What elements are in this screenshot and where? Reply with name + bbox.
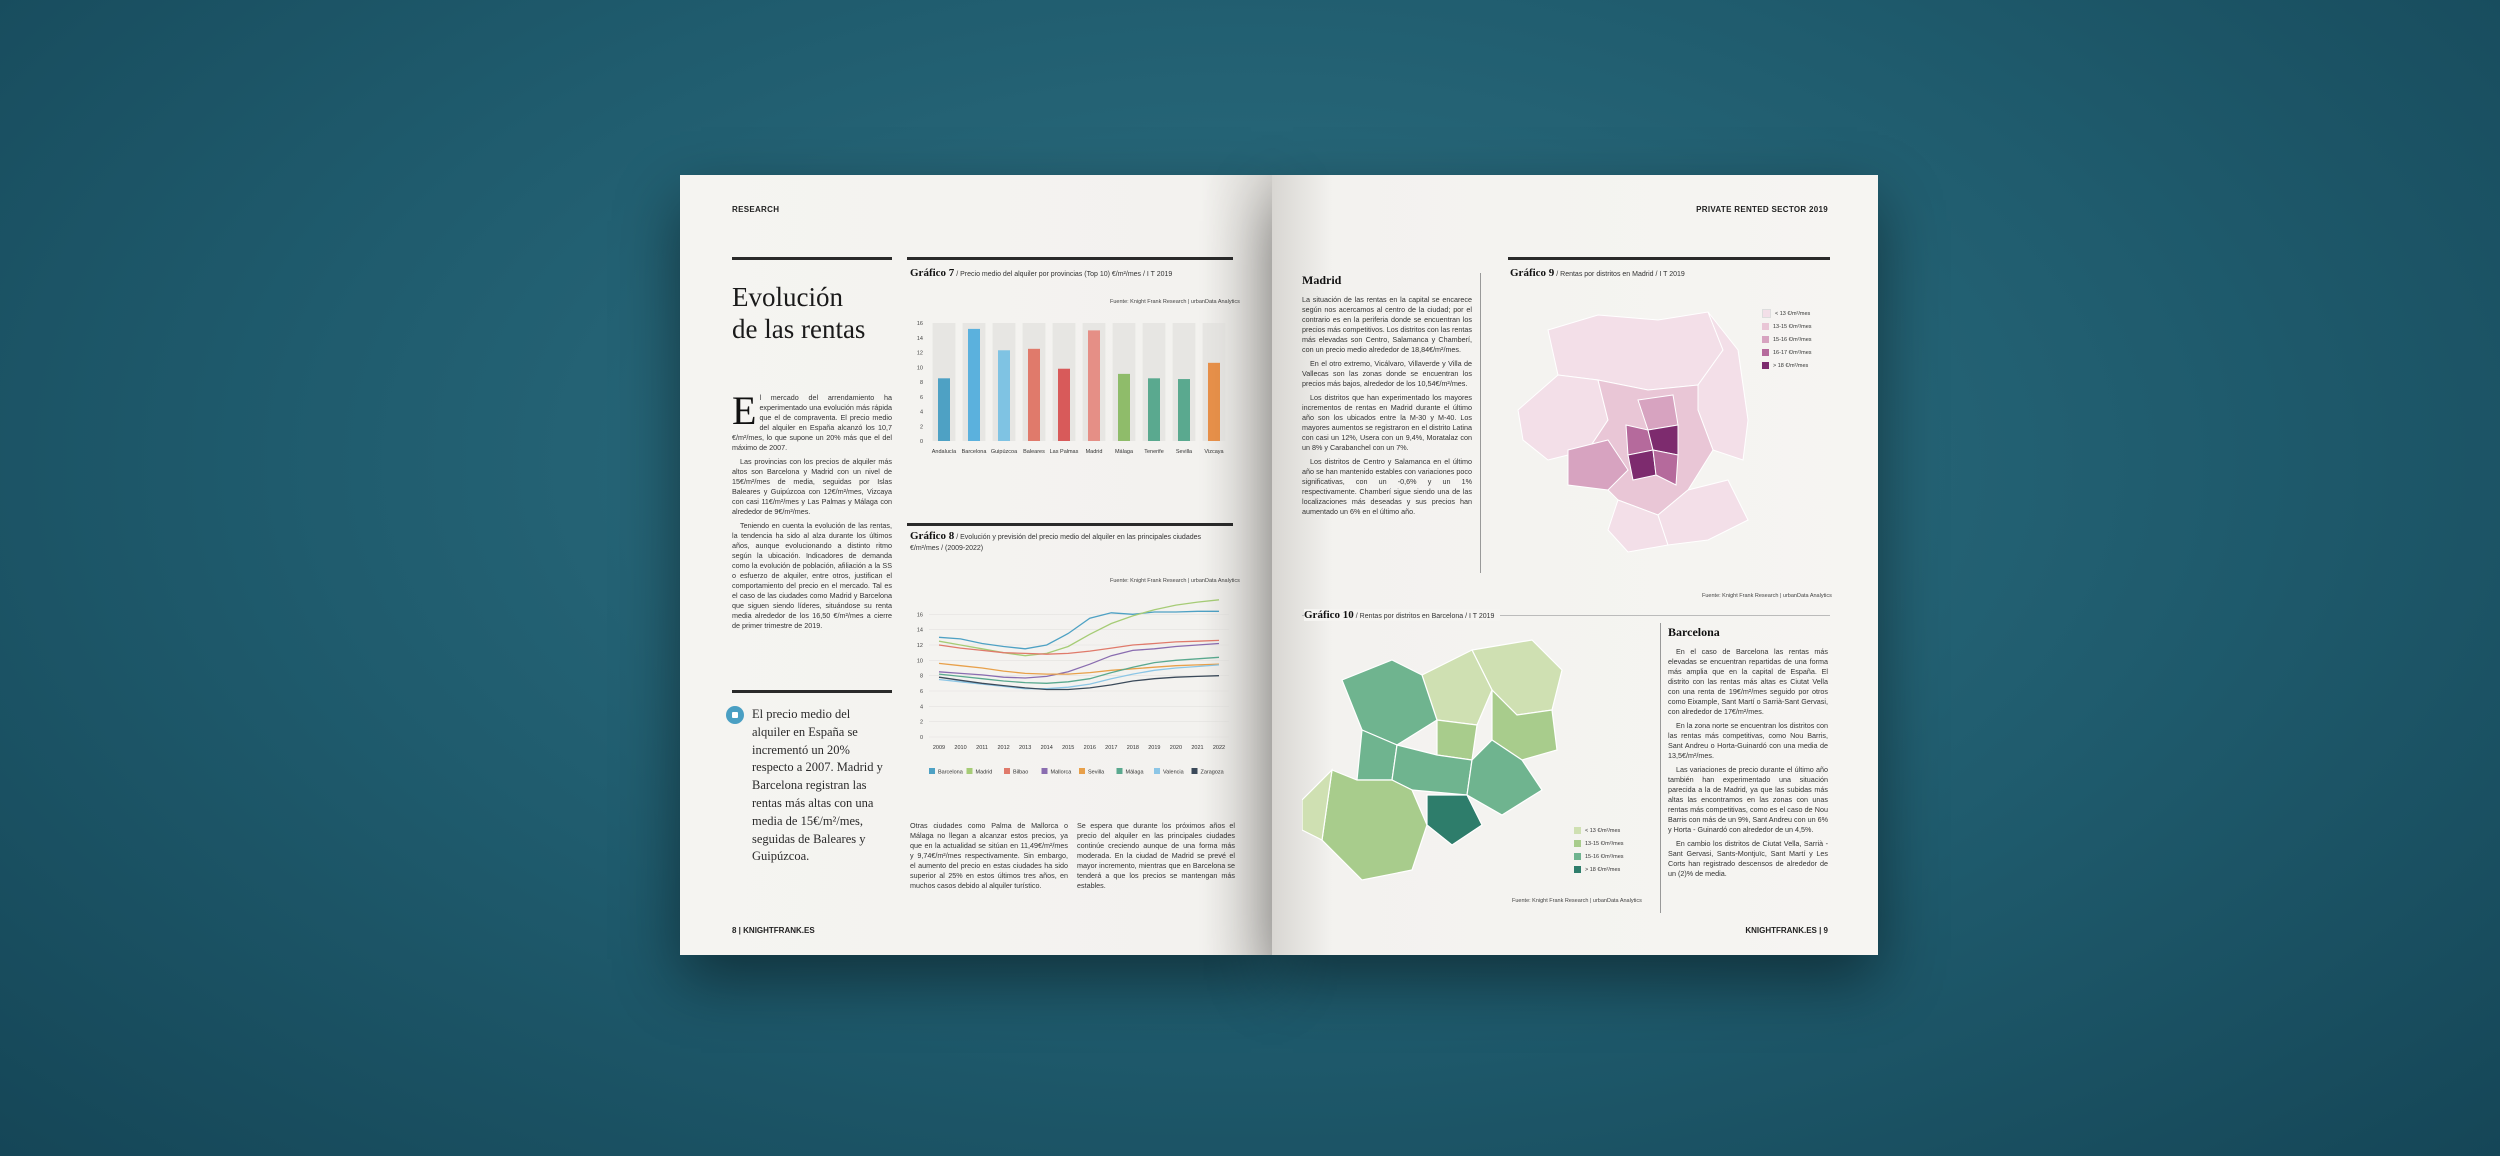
graf8-x-tick-label: 2010 <box>954 745 967 751</box>
graf8-series-line-zaragoza <box>939 676 1219 690</box>
graf7-x-tick-label: Barcelona <box>961 449 987 455</box>
graf7-x-tick-label: Andalucía <box>931 449 957 455</box>
graf8-y-tick-label: 0 <box>919 735 923 741</box>
barcelona-paragraph-4: En cambio los distritos de Ciutat Vella, Sarrià - Sant Gervasi, Sants-Montjuïc, Sant Martí y Les Corts han registrado descensos de alrededor de un (2)% de media. <box>1668 839 1828 878</box>
graf7-bar <box>1148 378 1160 441</box>
madrid-paragraph-4: Los distritos de Centro y Salamanca en el último año se han mantenido estables con variaciones poco significativas, con un -0,6% y un 1% respectivamente. Chamberí sigue siendo una de las localizaciones más deseadas y sus precios han aumentado un 6% en el último año. <box>1302 457 1472 516</box>
graf10-number: Gráfico 10 <box>1304 609 1354 621</box>
graf8-y-tick-label: 12 <box>916 643 923 649</box>
graf8-legend-label: Valencia <box>1163 769 1184 776</box>
graf9-title <box>1510 267 1685 279</box>
graf10-legend-swatch <box>1574 866 1581 873</box>
graf8-legend-label: Zaragoza <box>1200 769 1224 776</box>
madrid-divider <box>1480 273 1481 573</box>
madrid-heading: Madrid <box>1302 273 1342 287</box>
graf10-legend <box>1574 825 1624 877</box>
graf10-legend-swatch <box>1574 840 1581 847</box>
graf8-series-line-bilbao <box>939 640 1219 654</box>
graf7-number: Gráfico 7 <box>910 267 955 279</box>
graf8-legend-label: Madrid <box>975 769 993 776</box>
graf10-legend-item: < 13 €/m²/mes <box>1574 825 1624 838</box>
graf10-legend-item: > 18 €/m²/mes <box>1574 864 1624 877</box>
graf8-x-tick-label: 2016 <box>1083 745 1096 751</box>
graf7-bar <box>1058 369 1070 441</box>
graf8-rule <box>907 523 1233 526</box>
graf8-x-tick-label: 2009 <box>932 745 946 751</box>
graf8-series-line-madrid <box>939 600 1219 656</box>
graf8-y-tick-label: 10 <box>916 658 923 665</box>
graf7-bar <box>938 378 950 441</box>
graf9-legend-item: < 13 €/m²/mes <box>1762 308 1812 321</box>
graf8-x-tick-label: 2013 <box>1019 745 1032 751</box>
graf9-legend-item: > 18 €/m²/mes <box>1762 360 1812 373</box>
graf8-legend-swatch <box>1192 768 1198 774</box>
graf8-x-tick-label: 2018 <box>1126 745 1139 751</box>
graf8-x-tick-label: 2012 <box>997 745 1010 751</box>
graf8-col2-text: Se espera que durante los próximos años el precio del alquiler en las principales ciudades continúe creciendo aunque de una forma más moderada. En la ciudad de Madrid se prevé el mayor incremento, mientras que en Barcelona se tenderá a que los precios se mantengan más estables. <box>1077 821 1235 890</box>
graf7-y-tick-label: 14 <box>916 335 923 342</box>
graf9-legend-swatch <box>1762 362 1769 369</box>
graf8-source: Fuente: Knight Frank Research | urbanData Analytics <box>1110 578 1240 584</box>
graf8-legend-swatch <box>967 768 973 774</box>
graf9-legend <box>1762 308 1812 373</box>
graf7-y-tick-label: 4 <box>919 409 923 416</box>
paragraph-3: Teniendo en cuenta la evolución de las rentas, la tendencia ha sido al alza durante los últimos años, aunque evolucionando a distinto ritmo según la ubicación. Indicadores de demanda como la evolución de población, afiliación a la SS o esfuerzo de alquiler, entre otros, justifican el comportamiento del precio en el mercado. Tal es el caso de las ciudades como Madrid y Barcelona que siguen siendo líderes, situándose su renta media alrededor de los 16,50 €/m²/mes a cierre de primer trimestre de 2019. <box>732 521 892 630</box>
graf9-legend-swatch <box>1762 309 1771 318</box>
graf8-legend-swatch <box>929 768 935 774</box>
graf8-y-tick-label: 16 <box>916 612 923 619</box>
graf7-bar <box>1088 330 1100 441</box>
graf7-x-tick-label: Las Palmas <box>1049 449 1079 455</box>
title-line-1: Evolución <box>732 282 843 312</box>
intro-paragraph: l mercado del arrendamiento ha experimentado una evolución más rápida que el de compraventa. El precio medio del alquiler en España alcanzó los 10,7 €/m²/mes, lo que supone un 20% más que el del máximo de 2007. <box>732 393 892 452</box>
madrid-paragraph-3: Los distritos que han experimentado los mayores incrementos de rentas en Madrid durante el último año son los ubicados entre la M-30 y M-40. Los mayores aumentos se registraron en el distrito Latina con casi un 12%, Usera con un 9,4%, Moratalaz con un 8% y Carabanchel con un 7%. <box>1302 393 1472 452</box>
graf7-y-tick-label: 16 <box>916 321 923 327</box>
graf7-bar <box>998 350 1010 441</box>
graf7-y-tick-label: 6 <box>919 394 923 401</box>
graf7-y-tick-label: 0 <box>919 439 923 445</box>
graf10-title <box>1304 609 1500 621</box>
graf8-y-tick-label: 4 <box>919 704 923 711</box>
paragraph-2: Las provincias con los precios de alquiler más altos son Barcelona y Madrid con un nivel de 15€/m²/mes de media, seguidas por Islas Baleares y Guipúzcoa con 12€/m²/mes, Vizcaya con casi 11€/m²/mes y Las Palmas y Málaga con alrededor de 9€/m²/mes. <box>732 457 892 516</box>
graf8-x-tick-label: 2022 <box>1212 745 1226 751</box>
graf8-x-tick-label: 2021 <box>1191 745 1204 751</box>
graf7-y-tick-label: 10 <box>916 365 923 372</box>
graf8-series-line-málaga <box>939 657 1219 683</box>
graf9-legend-item: 13-15 €/m²/mes <box>1762 321 1812 334</box>
graf7-x-tick-label: Vizcaya <box>1204 449 1224 455</box>
madrid-text <box>1302 295 1472 521</box>
barcelona-paragraph-2: En la zona norte se encuentran los distritos con las rentas más competitivas, como Nou Barris, Sant Andreu o Horta-Guinardó con una media de 13,5€/m²/mes. <box>1668 721 1828 760</box>
running-head-left: RESEARCH <box>732 205 780 214</box>
right-page <box>1272 175 1878 955</box>
running-head-right: PRIVATE RENTED SECTOR 2019 <box>1696 205 1828 214</box>
graf8-y-tick-label: 6 <box>919 689 923 695</box>
graf8-x-tick-label: 2020 <box>1169 745 1183 751</box>
graf8-title <box>910 531 1230 554</box>
bcn-district-ciutat-vella <box>1427 795 1482 845</box>
bcn-district-sarria <box>1342 660 1437 745</box>
graf7-x-tick-label: Guipúzcoa <box>990 449 1018 455</box>
graf8-legend-label: Mallorca <box>1050 769 1072 776</box>
graf7-x-tick-label: Baleares <box>1023 449 1045 455</box>
graf7-title <box>910 267 1230 279</box>
graf9-number: Gráfico 9 <box>1510 267 1555 279</box>
barcelona-district-map <box>1302 630 1592 890</box>
graf8-y-tick-label: 14 <box>916 627 923 634</box>
graf7-x-tick-label: Tenerife <box>1144 449 1164 455</box>
madrid-district-centro <box>1628 450 1656 480</box>
graf7-bar-chart <box>907 313 1237 463</box>
graf7-x-tick-label: Madrid <box>1085 449 1103 455</box>
graf7-y-tick-label: 2 <box>919 424 923 431</box>
graf8-subtitle: / Evolución y previsión del precio medio del alquiler en las principales ciudades €/m²/mes / (2009-2022) <box>910 534 1201 552</box>
barcelona-paragraph-1: En el caso de Barcelona las rentas más elevadas se encuentran repartidas de una forma más amplia que en la capital de España. El distrito con las rentas más altas es Ciutat Vella con una renta de 19€/m²/mes seguido por otros como Eixample, Sant Martí o Sarrià-Sant Gervasi, con alrededor de 17€/m²/mes. <box>1668 647 1828 716</box>
quote-bullet-icon <box>726 706 744 724</box>
footer-right: KNIGHTFRANK.ES | 9 <box>1745 926 1828 935</box>
left-page <box>680 175 1272 955</box>
graf8-y-tick-label: 2 <box>919 719 923 726</box>
graf8-series-line-sevilla <box>939 663 1219 674</box>
graf9-subtitle: / Rentas por distritos en Madrid / I T 2019 <box>1556 271 1685 278</box>
graf8-x-tick-label: 2017 <box>1105 745 1118 751</box>
barcelona-paragraph-3: Las variaciones de precio durante el último año también han experimentado una situación parecida a la de Madrid, ya que las subidas más altas las encontramos en las zonas con unas rentas más competitivas, como es el caso de Nou Barris con más de un 9%, Sant Andreu con un 6% y Horta - Guinardó con alrededor de un 4,5%. <box>1668 765 1828 834</box>
graf10-legend-item: 15-16 €/m²/mes <box>1574 851 1624 864</box>
graf8-x-tick-label: 2011 <box>976 745 988 751</box>
graf10-legend-item: 13-15 €/m²/mes <box>1574 838 1624 851</box>
graf9-legend-swatch <box>1762 323 1769 330</box>
graf9-source: Fuente: Knight Frank Research | urbanData Analytics <box>1702 593 1832 599</box>
graf9-rule <box>1508 257 1830 260</box>
intro-text <box>732 388 892 635</box>
barcelona-text <box>1668 647 1828 883</box>
graf8-legend-label: Barcelona <box>938 769 963 776</box>
quote-rule <box>732 690 892 693</box>
graf7-bar <box>1028 349 1040 441</box>
graf8-legend-label: Málaga <box>1125 769 1144 776</box>
graf10-legend-swatch <box>1574 853 1581 860</box>
graf7-x-tick-label: Sevilla <box>1175 449 1193 455</box>
graf8-legend-label: Sevilla <box>1088 769 1105 776</box>
madrid-paragraph-1: La situación de las rentas en la capital se encarece según nos acercamos al centro de la ciudad; por el contrario es en la periferia donde se encuentran los precios más competitivos. Los distritos con las rentas más elevadas son Centro, Salamanca y Chamberí, con un precio medio alrededor de 18,84€/m²/mes. <box>1302 295 1472 354</box>
graf7-source: Fuente: Knight Frank Research | urbanData Analytics <box>1110 299 1240 305</box>
graf8-legend-swatch <box>1117 768 1123 774</box>
graf8-number: Gráfico 8 <box>910 530 955 542</box>
title-rule <box>732 257 892 260</box>
graf7-y-tick-label: 12 <box>916 350 923 357</box>
dropcap: E <box>732 388 757 433</box>
graf10-subtitle: / Rentas por distritos en Barcelona / I T 2019 <box>1355 613 1495 620</box>
graf8-legend-swatch <box>1079 768 1085 774</box>
graf7-bar <box>1178 379 1190 441</box>
graf9-legend-swatch <box>1762 336 1769 343</box>
bcn-district-gracia <box>1437 720 1477 760</box>
graf7-y-tick-label: 8 <box>919 380 923 386</box>
graf8-series-line-barcelona <box>939 611 1219 649</box>
pull-quote: El precio medio del alquiler en España se incrementó un 20% respecto a 2007. Madrid y Barcelona registran las rentas más altas con una media de 15€/m²/mes, seguidas de Baleares y Guipúzcoa. <box>752 707 883 864</box>
graf7-bar <box>968 329 980 441</box>
graf8-x-tick-label: 2019 <box>1148 745 1161 751</box>
graf8-x-tick-label: 2015 <box>1062 745 1075 751</box>
barcelona-divider <box>1660 623 1661 913</box>
barcelona-heading: Barcelona <box>1668 625 1720 639</box>
graf7-rule <box>907 257 1233 260</box>
graf10-source: Fuente: Knight Frank Research | urbanData Analytics <box>1512 898 1642 904</box>
graf8-legend-swatch <box>1042 768 1048 774</box>
footer-left: 8 | KNIGHTFRANK.ES <box>732 926 815 935</box>
article-title <box>732 281 902 345</box>
graf10-legend-swatch <box>1574 827 1581 834</box>
graf8-legend-swatch <box>1004 768 1010 774</box>
graf8-legend-swatch <box>1154 768 1160 774</box>
graf7-subtitle: / Precio medio del alquiler por provincias (Top 10) €/m²/mes / I T 2019 <box>956 271 1173 278</box>
graf8-legend-label: Bilbao <box>1013 769 1029 776</box>
madrid-paragraph-2: En el otro extremo, Vicálvaro, Villaverde y Villa de Vallecas son las zonas donde se encuentran los precios más bajos, alrededor de los 10,54€/m²/mes. <box>1302 359 1472 388</box>
title-line-2: de las rentas <box>732 314 866 344</box>
graf8-line-chart <box>907 587 1237 787</box>
graf7-x-tick-label: Málaga <box>1114 449 1134 455</box>
graf9-legend-item: 16-17 €/m²/mes <box>1762 347 1812 360</box>
graf7-bar <box>1208 363 1220 441</box>
graf7-bar <box>1118 374 1130 441</box>
graf9-legend-item: 15-16 €/m²/mes <box>1762 334 1812 347</box>
graf8-x-tick-label: 2014 <box>1040 745 1053 751</box>
graf9-legend-swatch <box>1762 349 1769 356</box>
graf8-y-tick-label: 8 <box>919 673 923 680</box>
graf8-col1-text: Otras ciudades como Palma de Mallorca o Málaga no llegan a alcanzar estos precios, ya que en la actualidad se sitúan en 11,49€/m²/mes y 9,74€/m²/mes respectivamente. Sin embargo, el aumento del precio en estas ciudades ha sido superior al 25% en estos últimos tres años, en muchos casos debido al alquiler turístico. <box>910 821 1068 890</box>
